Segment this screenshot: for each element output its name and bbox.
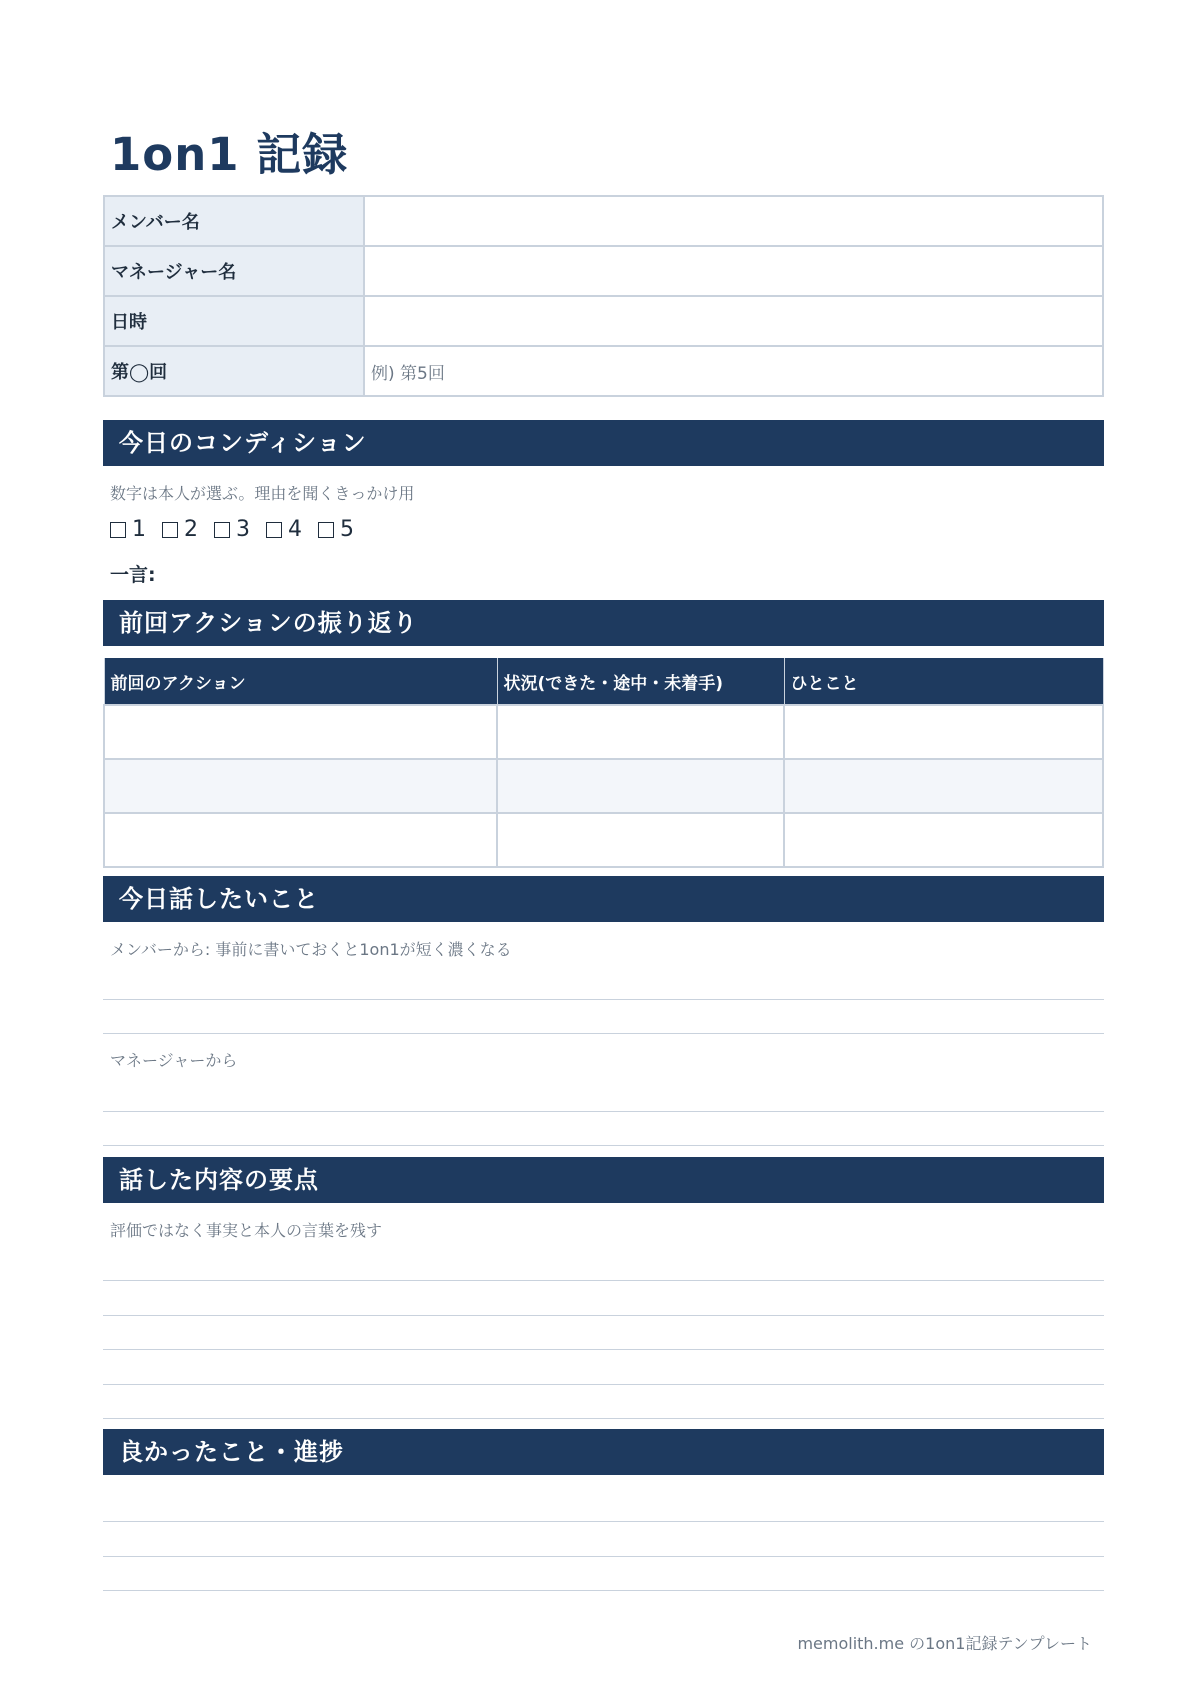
info-row-datetime (104, 296, 1103, 346)
condition-option-5[interactable] (318, 517, 354, 542)
table-row (104, 705, 1103, 759)
table-row (104, 813, 1103, 867)
condition-option-3[interactable] (214, 517, 250, 542)
datetime-field[interactable] (364, 296, 1103, 346)
writing-line[interactable] (103, 1590, 1104, 1591)
column-header-status: 状況(できた・途中・未着手) (497, 658, 784, 705)
condition-hint: 数字は本人が選ぶ。理由を聞くきっかけ用 (110, 484, 415, 503)
writing-line[interactable] (103, 1111, 1104, 1112)
manager-name-label: マネージャー名 (104, 246, 364, 296)
table-row (104, 759, 1103, 813)
comment-cell[interactable] (784, 705, 1103, 759)
status-cell[interactable] (497, 813, 784, 867)
condition-option-4[interactable] (266, 517, 302, 542)
condition-option-label: 1 (132, 517, 146, 542)
footer-credit: memolith.me の1on1記録テンプレート (797, 1634, 1092, 1653)
checkbox-icon (214, 522, 230, 538)
checkbox-icon (110, 522, 126, 538)
condition-option-2[interactable] (162, 517, 198, 542)
writing-line[interactable] (103, 1418, 1104, 1419)
condition-option-1[interactable] (110, 517, 146, 542)
status-cell[interactable] (497, 759, 784, 813)
writing-line[interactable] (103, 1033, 1104, 1034)
manager-topics-hint: マネージャーから (110, 1051, 238, 1070)
info-row-session (104, 346, 1103, 396)
member-topics-hint: メンバーから: 事前に書いておくと1on1が短く濃くなる (110, 940, 512, 959)
previous-action-cell[interactable] (104, 759, 497, 813)
checkbox-icon (318, 522, 334, 538)
condition-option-label: 2 (184, 517, 198, 542)
condition-section-header: 今日のコンディション (103, 420, 1104, 466)
comment-cell[interactable] (784, 813, 1103, 867)
page-title: 1on1 記録 (110, 128, 349, 181)
writing-line[interactable] (103, 1521, 1104, 1522)
review-table (103, 658, 1104, 868)
writing-line[interactable] (103, 1280, 1104, 1281)
checkbox-icon (162, 522, 178, 538)
info-table (103, 195, 1104, 397)
condition-checkboxes (110, 517, 354, 542)
writing-line[interactable] (103, 1145, 1104, 1146)
column-header-previous-action: 前回のアクション (104, 658, 497, 705)
writing-line[interactable] (103, 1556, 1104, 1557)
writing-line[interactable] (103, 1349, 1104, 1350)
progress-section-header: 良かったこと・進捗 (103, 1429, 1104, 1475)
condition-option-label: 3 (236, 517, 250, 542)
session-number-label: 第◯回 (104, 346, 364, 396)
comment-label: 一言: (110, 564, 156, 586)
datetime-label: 日時 (104, 296, 364, 346)
summary-section-header: 話した内容の要点 (103, 1157, 1104, 1203)
info-row-member (104, 196, 1103, 246)
column-header-comment: ひとこと (784, 658, 1103, 705)
session-number-field[interactable]: 例) 第5回 (364, 346, 1103, 396)
info-row-manager (104, 246, 1103, 296)
previous-action-cell[interactable] (104, 705, 497, 759)
checkbox-icon (266, 522, 282, 538)
member-name-field[interactable] (364, 196, 1103, 246)
comment-cell[interactable] (784, 759, 1103, 813)
condition-option-label: 4 (288, 517, 302, 542)
review-table-header (104, 658, 1103, 705)
status-cell[interactable] (497, 705, 784, 759)
condition-option-label: 5 (340, 517, 354, 542)
writing-line[interactable] (103, 999, 1104, 1000)
previous-action-cell[interactable] (104, 813, 497, 867)
manager-name-field[interactable] (364, 246, 1103, 296)
writing-line[interactable] (103, 1315, 1104, 1316)
summary-hint: 評価ではなく事実と本人の言葉を残す (110, 1221, 383, 1240)
topics-section-header: 今日話したいこと (103, 876, 1104, 922)
member-name-label: メンバー名 (104, 196, 364, 246)
writing-line[interactable] (103, 1384, 1104, 1385)
review-section-header: 前回アクションの振り返り (103, 600, 1104, 646)
